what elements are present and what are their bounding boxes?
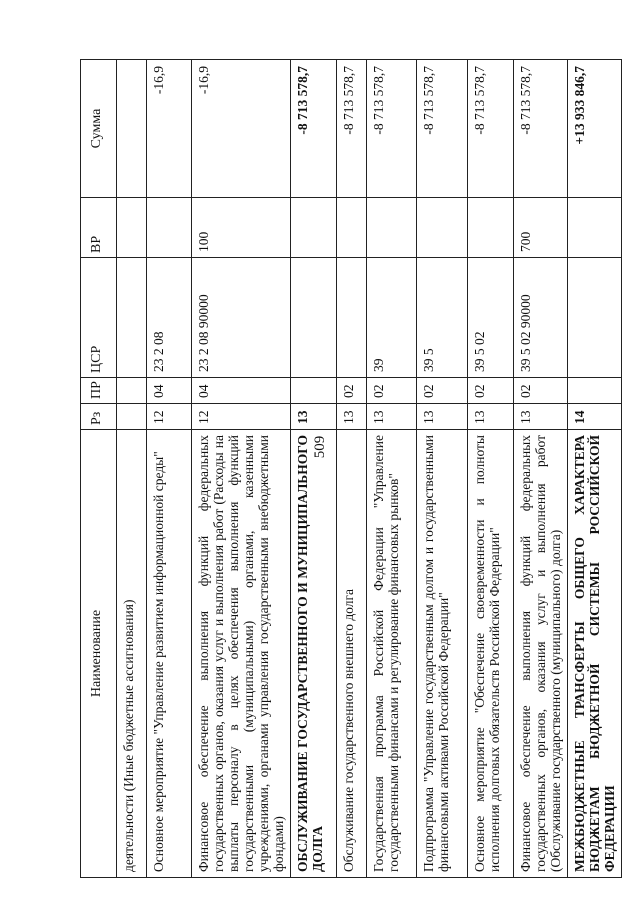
row-name: Обслуживание государственного внешнего долга (337, 430, 367, 878)
rotated-table-area (80, 60, 617, 878)
row-csr: 39 5 (417, 258, 468, 378)
page-number: 509 (312, 435, 328, 459)
row-rz: 13 (337, 404, 367, 430)
row-sum: -16,9 (147, 60, 192, 198)
row-name: Основное мероприятие "Обеспечение своевременности и полноты исполнения долговых обязательств Российской Федерации" (468, 430, 514, 878)
budget-table (80, 59, 622, 878)
row-vr (147, 198, 192, 258)
table-row (117, 60, 147, 878)
row-sum: -8 713 578,7 (468, 60, 514, 198)
row-rz: 14 (568, 404, 622, 430)
row-name: Основное мероприятие "Управление развитием информационной среды" (147, 430, 192, 878)
row-sum: -8 713 578,7 (417, 60, 468, 198)
row-csr (117, 258, 147, 378)
row-vr (568, 198, 622, 258)
table-row (468, 60, 514, 878)
row-rz: 13 (367, 404, 417, 430)
table-row (337, 60, 367, 878)
row-sum: -8 713 578,7 (367, 60, 417, 198)
header-rz: Рз (81, 404, 117, 430)
header-vr: ВР (81, 198, 117, 258)
row-sum: +13 933 846,7 (568, 60, 622, 198)
table-row (514, 60, 568, 878)
row-sum: -8 713 578,7 (337, 60, 367, 198)
row-rz: 13 (417, 404, 468, 430)
row-csr: 39 5 02 (468, 258, 514, 378)
row-vr (367, 198, 417, 258)
table-row (192, 60, 291, 878)
row-vr (117, 198, 147, 258)
row-name: МЕЖБЮДЖЕТНЫЕ ТРАНСФЕРТЫ ОБЩЕГО ХАРАКТЕРА БЮДЖЕТАМ БЮДЖЕТНОЙ СИСТЕМЫ РОССИЙСКОЙ ФЕДЕРАЦИИ (568, 430, 622, 878)
row-pr: 02 (337, 378, 367, 404)
row-rz: 12 (147, 404, 192, 430)
row-name: ОБСЛУЖИВАНИЕ ГОСУДАРСТВЕННОГО И МУНИЦИПАЛЬНОГО ДОЛГА (291, 430, 337, 878)
row-rz (117, 404, 147, 430)
row-vr (468, 198, 514, 258)
row-name: деятельности (Иные бюджетные ассигнования) (117, 430, 147, 878)
row-vr: 100 (192, 198, 291, 258)
row-rz: 12 (192, 404, 291, 430)
row-sum: -16,9 (192, 60, 291, 198)
row-pr: 04 (192, 378, 291, 404)
row-rz: 13 (468, 404, 514, 430)
row-pr (291, 378, 337, 404)
row-sum (117, 60, 147, 198)
row-name: Государственная программа Российской Федерации "Управление государственными финансами и регулирование финансовых рынков" (367, 430, 417, 878)
table-row (417, 60, 468, 878)
row-name: Финансовое обеспечение выполнения функций федеральных государственных органов, оказания услуг и выполнения работ (Обслуживание государственного (муниципального) долга) (514, 430, 568, 878)
table-row (367, 60, 417, 878)
row-rz: 13 (514, 404, 568, 430)
table-header-row (81, 60, 117, 878)
row-pr: 02 (417, 378, 468, 404)
row-vr: 700 (514, 198, 568, 258)
row-csr: 39 5 02 90000 (514, 258, 568, 378)
row-pr: 02 (367, 378, 417, 404)
row-pr: 02 (468, 378, 514, 404)
row-vr (337, 198, 367, 258)
header-csr: ЦСР (81, 258, 117, 378)
row-pr: 02 (514, 378, 568, 404)
row-pr: 04 (147, 378, 192, 404)
table-row (147, 60, 192, 878)
row-vr (291, 198, 337, 258)
header-pr: ПР (81, 378, 117, 404)
row-csr (568, 258, 622, 378)
row-name: Подпрограмма "Управление государственным долгом и государственными финансовыми активами Российской Федерации" (417, 430, 468, 878)
row-sum: -8 713 578,7 (514, 60, 568, 198)
row-csr: 39 (367, 258, 417, 378)
row-vr (417, 198, 468, 258)
header-name: Наименование (81, 430, 117, 878)
row-csr (337, 258, 367, 378)
table-row (291, 60, 337, 878)
row-csr (291, 258, 337, 378)
row-pr (117, 378, 147, 404)
row-sum: -8 713 578,7 (291, 60, 337, 198)
row-name: Финансовое обеспечение выполнения функций федеральных государственных органов, оказания услуг и выполнения работ (Расходы на выплаты персоналу в целях обеспечения выполнения функций государственными (муниципальными) органами, казенными учреждениями, органами управления государственными внебюджетными фондами) (192, 430, 291, 878)
row-csr: 23 2 08 (147, 258, 192, 378)
row-rz: 13 (291, 404, 337, 430)
row-csr: 23 2 08 90000 (192, 258, 291, 378)
table-row (568, 60, 622, 878)
header-sum: Сумма (81, 60, 117, 198)
row-pr (568, 378, 622, 404)
